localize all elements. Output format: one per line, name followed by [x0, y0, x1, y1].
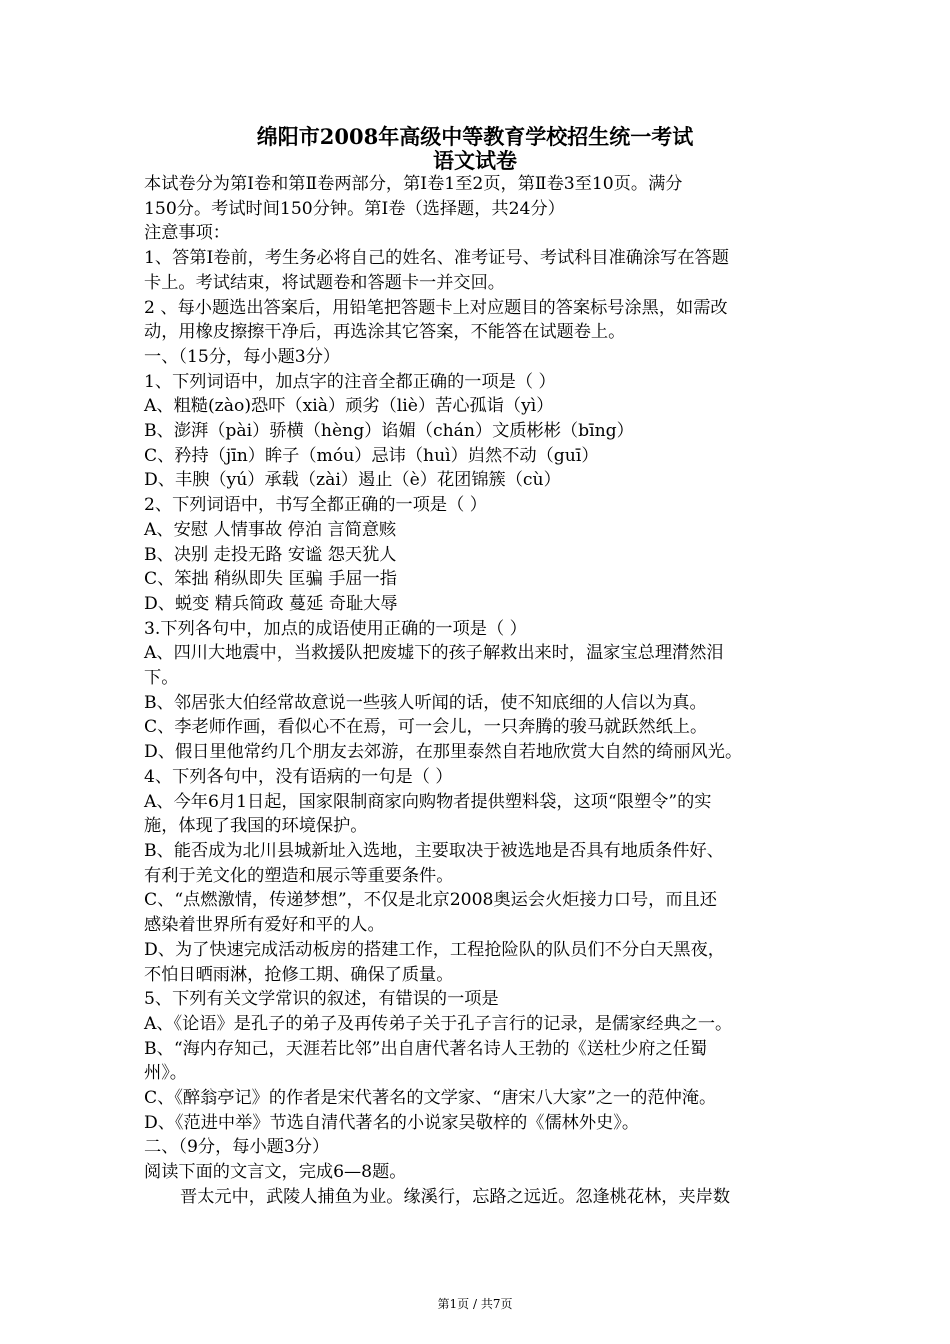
reading-instruction: 阅读下面的文言文，完成6—8题。 [144, 1162, 407, 1183]
option-line: D、假日里他常约几个朋友去郊游，在那里泰然自若地欣赏大自然的绮丽风光。 [144, 742, 743, 763]
option-line: 下。 [144, 668, 179, 689]
option-line: C、《醉翁亭记》的作者是宋代著名的文学家、“唐宋八大家”之一的范仲淹。 [144, 1088, 717, 1109]
question-5: 5、下列有关文学常识的叙述，有错误的一项是 [144, 989, 499, 1010]
text-line: 150分。考试时间150分钟。第Ⅰ卷（选择题，共24分） [144, 198, 565, 219]
exam-subtitle: 语文试卷 [433, 148, 517, 173]
option-line: C、李老师作画，看似心不在焉，可一会儿，一只奔腾的骏马就跃然纸上。 [144, 717, 708, 738]
option-line: C、笨拙 稍纵即失 匡骗 手屈一指 [144, 569, 397, 590]
option-line: B、邻居张大伯经常故意说一些骇人听闻的话，使不知底细的人信以为真。 [144, 692, 707, 713]
text-line: 卡上。考试结束，将试题卷和答题卡一并交回。 [144, 272, 505, 293]
text-line: 1、答第Ⅰ卷前，考生务必将自己的姓名、准考证号、考试科目准确涂写在答题 [144, 248, 729, 269]
option-line: D、蜕变 精兵简政 蔓延 奇耻大辱 [144, 593, 398, 614]
question-1: 1、下列词语中，加点字的注音全都正确的一项是（ ） [144, 371, 556, 392]
classical-text: 晋太元中，武陵人捕鱼为业。缘溪行，忘路之远近。忽逢桃花林，夹岸数 [180, 1186, 731, 1207]
option-line: A、粗糙(zào)恐吓（xià）顽劣（liè）苦心孤诣（yì） [144, 396, 554, 417]
option-line: 不怕日晒雨淋，抢修工期、确保了质量。 [144, 964, 454, 985]
section-heading: 一、（15分，每小题3分） [144, 346, 341, 367]
option-line: C、“点燃激情，传递梦想”，不仅是北京2008奥运会火炬接力口号，而且还 [144, 890, 717, 911]
option-line: A、今年6月1日起，国家限制商家向购物者提供塑料袋，这项“限塑令”的实 [144, 791, 712, 812]
option-line: B、决别 走投无路 安谧 怨天犹人 [144, 544, 397, 565]
option-line: D、《范进中举》节选自清代著名的小说家吴敬梓的《儒林外史》。 [144, 1112, 640, 1133]
option-line: A、《论语》是孔子的弟子及再传弟子关于孔子言行的记录，是儒家经典之一。 [144, 1013, 733, 1034]
text-line: 注意事项： [144, 223, 230, 244]
option-line: D、丰腴（yú）承载（zài）遏止（è）花团锦簇（cù） [144, 470, 561, 491]
text-line: 动，用橡皮擦擦干净后，再选涂其它答案，不能答在试题卷上。 [144, 322, 626, 343]
option-line: D、为了快速完成活动板房的搭建工作，工程抢险队的队员们不分白天黑夜， [144, 939, 725, 960]
option-line: B、澎湃（pài）骄横（hèng）谄媚（chán）文质彬彬（bīng） [144, 421, 634, 442]
option-line: B、“海内存知己，天涯若比邻”出自唐代著名诗人王勃的《送杜少府之任蜀 [144, 1038, 708, 1059]
option-line: 州》。 [144, 1063, 187, 1084]
text-line: 本试卷分为第Ⅰ卷和第Ⅱ卷两部分，第Ⅰ卷1至2页，第Ⅱ卷3至10页。满分 [144, 174, 683, 194]
exam-body [144, 172, 808, 1210]
option-line: 施，体现了我国的环境保护。 [144, 816, 368, 837]
option-line: C、矜持（jīn）眸子（móu）忌讳（huì）岿然不动（guī） [144, 445, 599, 466]
question-3: 3.下列各句中，加点的成语使用正确的一项是（ ） [144, 618, 527, 639]
option-line: B、能否成为北川县城新址入选地，主要取决于被选地是否具有地质条件好、 [144, 840, 724, 861]
question-2: 2、下列词语中，书写全都正确的一项是（ ） [144, 495, 487, 516]
option-line: A、安慰 人情事故 停泊 言简意赅 [144, 519, 397, 540]
section-heading: 二、（9分，每小题3分） [144, 1137, 330, 1158]
option-line: 有利于羌文化的塑造和展示等重要条件。 [144, 865, 454, 886]
exam-title: 绵阳市2008年高级中等教育学校招生统一考试 [256, 124, 694, 149]
question-4: 4、下列各句中，没有语病的一句是（ ） [144, 766, 453, 787]
option-line: 感染着世界所有爱好和平的人。 [144, 915, 385, 936]
text-line: 2 、每小题选出答案后，用铅笔把答题卡上对应题目的答案标号涂黑，如需改 [144, 297, 728, 318]
option-line: A、四川大地震中，当救援队把废墟下的孩子解救出来时，温家宝总理潸然泪 [144, 643, 724, 664]
page-footer: 第1页 / 共7页 [437, 1297, 513, 1311]
